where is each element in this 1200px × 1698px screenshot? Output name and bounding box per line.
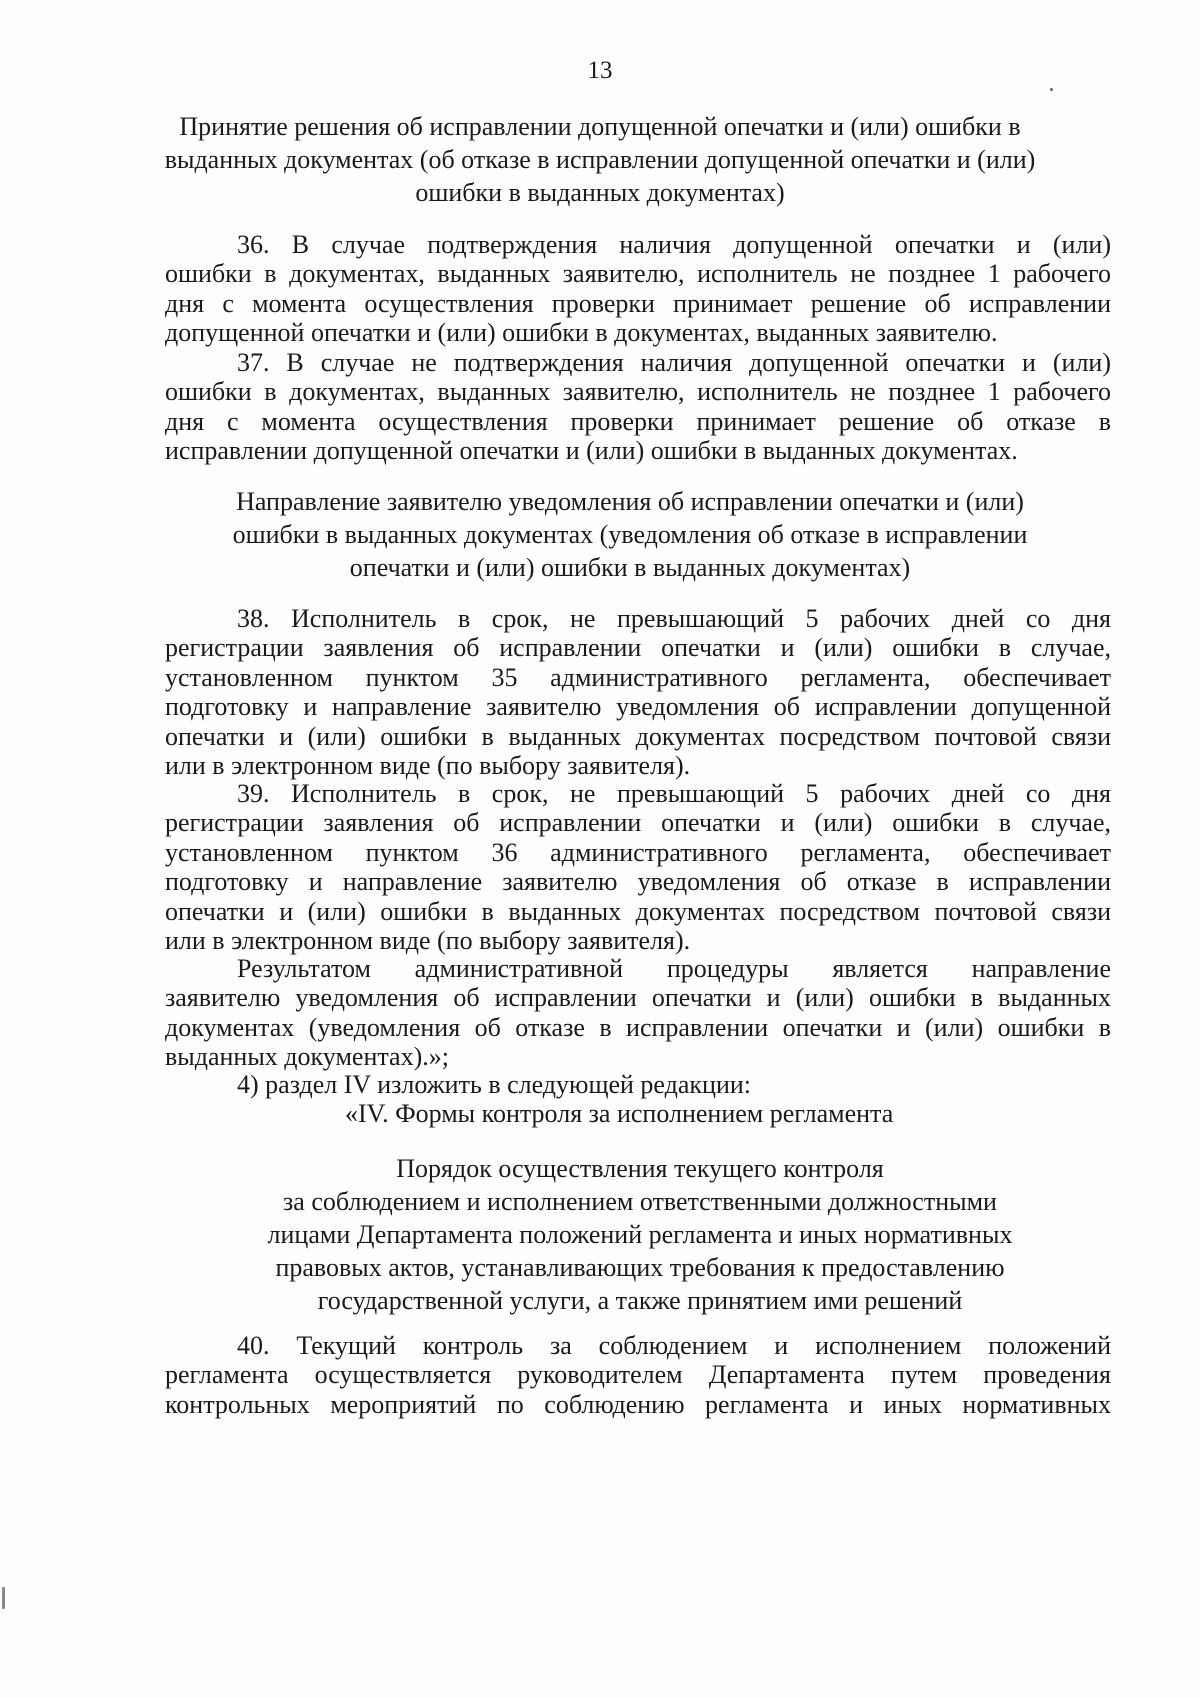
paragraph-line: Результатом административной процедуры является направление [237, 954, 1111, 983]
heading-line: государственной услуги, а также принятием ими решений [317, 1286, 963, 1315]
paragraph-line: опечатки и (или) ошибки в выданных документах посредством почтовой связи [165, 896, 1111, 926]
paragraph-line: документах (уведомления об отказе в исправлении опечатки и (или) ошибки в [165, 1012, 1111, 1042]
paragraph-line: регламента осуществляется руководителем Департамента путем проведения [165, 1360, 1111, 1390]
paragraph-line: подготовку и направление заявителю уведомления об исправлении допущенной [165, 692, 1111, 722]
paragraph-result [165, 954, 1111, 1072]
paragraph-line: установленном пунктом 35 административного регламента, обеспечивает [165, 662, 1111, 692]
heading-line: Принятие решения об исправлении допущенной опечатки и (или) ошибки в [179, 112, 1021, 141]
paragraph-line: 36. В случае подтверждения наличия допущенной опечатки и (или) [237, 230, 1111, 259]
heading-line: за соблюдением и исполнением ответственными должностными [283, 1187, 997, 1216]
paragraph-line: 40. Текущий контроль за соблюдением и исполнением положений [237, 1331, 1111, 1360]
paragraph-line: контрольных мероприятий по соблюдению регламента и иных нормативных [165, 1389, 1111, 1419]
paragraph-line: исправлении допущенной опечатки и (или) ошибки в выданных документах. [165, 436, 1018, 466]
paragraph-line: или в электронном виде (по выбору заявителя). [165, 926, 691, 956]
heading-line: правовых актов, устанавливающих требования к предоставлению [275, 1253, 1005, 1282]
heading-line: ошибки в выданных документах (уведомления об отказе в исправлении [232, 520, 1028, 549]
page-number: 13 [587, 57, 613, 84]
heading-line: лицами Департамента положений регламента и иных нормативных [267, 1220, 1013, 1249]
paragraph-line: регистрации заявления об исправлении опечатки и (или) ошибки в случае, [165, 808, 1111, 838]
paragraph-line: заявителю уведомления об исправлении опечатки и (или) ошибки в выданных [165, 983, 1111, 1013]
paragraph-line: 37. В случае не подтверждения наличия допущенной опечатки и (или) [237, 348, 1111, 377]
paragraph-line: 38. Исполнитель в срок, не превышающий 5 рабочих дней со дня [237, 604, 1111, 633]
paragraph-39 [165, 779, 1111, 955]
paragraph-line: подготовку и направление заявителю уведомления об отказе в исправлении [165, 867, 1111, 897]
paragraph-40 [165, 1331, 1111, 1419]
heading-line: опечатки и (или) ошибки в выданных документах) [349, 553, 911, 582]
heading-current-control [0, 1152, 1200, 1317]
paragraph-line: опечатки и (или) ошибки в выданных документах посредством почтовой связи [165, 721, 1111, 751]
paragraph-line: дня с момента осуществления проверки принимает решение об исправлении [165, 288, 1111, 318]
paragraph-line: регистрации заявления об исправлении опечатки и (или) ошибки в случае, [165, 633, 1111, 663]
paragraph-line: 39. Исполнитель в срок, не превышающий 5 рабочих дней со дня [237, 779, 1111, 808]
item-4: 4) раздел IV изложить в следующей редакции: [237, 1070, 751, 1099]
paragraph-36 [165, 230, 1111, 348]
heading-notification [0, 485, 1200, 584]
heading-line: выданных документах (об отказе в исправлении допущенной опечатки и (или) [164, 145, 1036, 174]
paragraph-line: допущенной опечатки и (или) ошибки в документах, выданных заявителю. [165, 318, 998, 348]
heading-correction-decision [0, 110, 1200, 209]
scan-speck [2, 1587, 5, 1609]
paragraph-line: дня с момента осуществления проверки принимает решение об отказе в [165, 406, 1111, 436]
heading-line: ошибки в выданных документах) [415, 178, 785, 207]
heading-line: Порядок осуществления текущего контроля [396, 1154, 884, 1183]
section-title: «IV. Формы контроля за исполнением регламента [345, 1099, 894, 1128]
paragraph-line: установленном пунктом 36 административного регламента, обеспечивает [165, 837, 1111, 867]
paragraph-line: ошибки в документах, выданных заявителю, исполнитель не позднее 1 рабочего [165, 259, 1111, 289]
paragraph-line: выданных документах).»; [165, 1042, 449, 1072]
paragraph-38 [165, 604, 1111, 780]
paragraph-line: ошибки в документах, выданных заявителю, исполнитель не позднее 1 рабочего [165, 377, 1111, 407]
paragraph-37 [165, 348, 1111, 466]
scan-speck [1050, 88, 1053, 91]
heading-line: Направление заявителю уведомления об исправлении опечатки и (или) [236, 487, 1024, 516]
paragraph-line: или в электронном виде (по выбору заявителя). [165, 751, 691, 781]
